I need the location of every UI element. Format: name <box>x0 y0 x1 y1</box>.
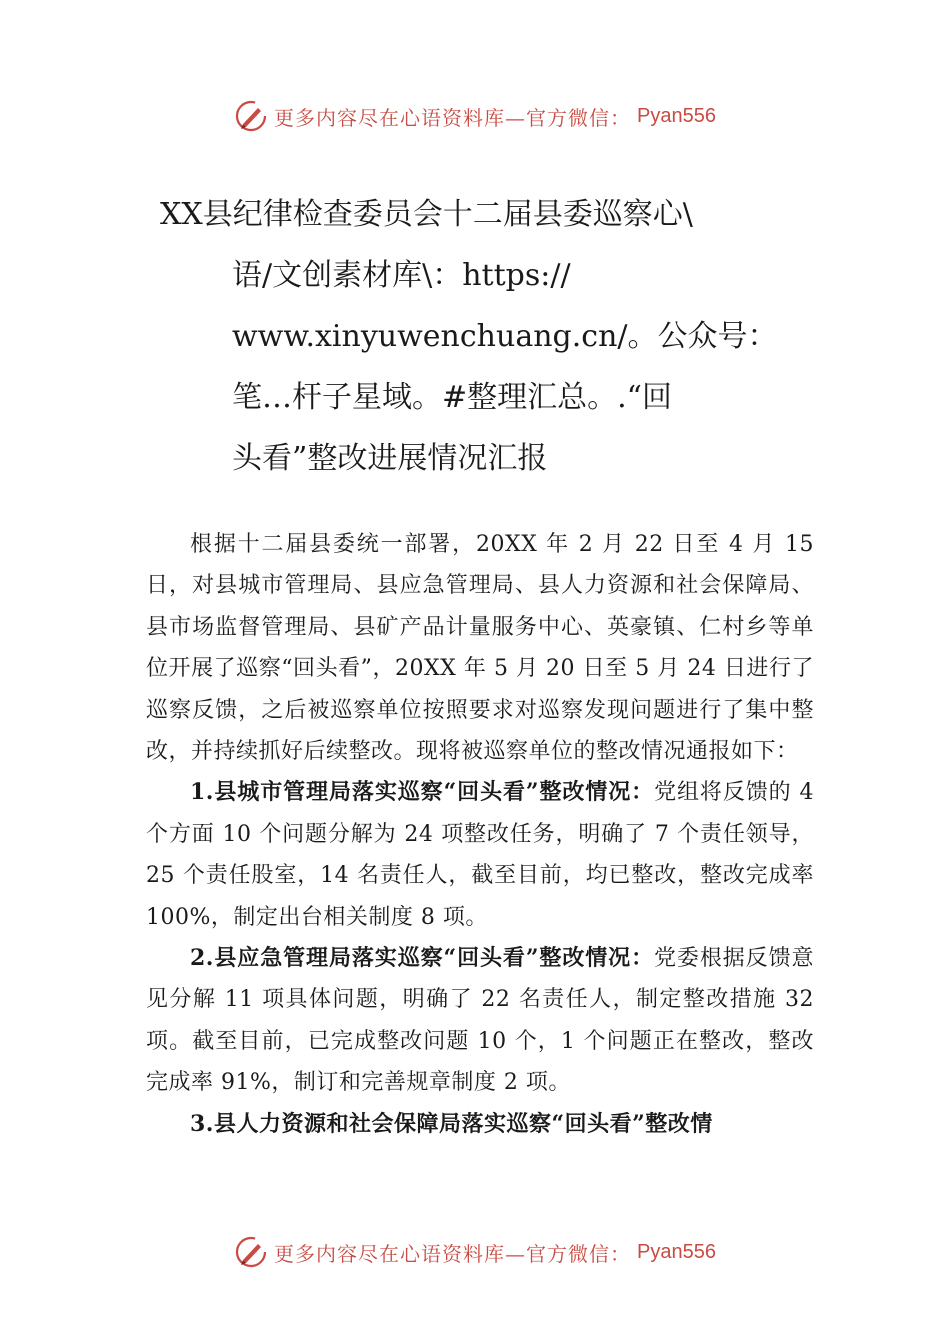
title-line-3: www.xinyuwenchuang.cn/。公众号： <box>232 319 778 354</box>
watermark-text: 更多内容尽在心语资料库—官方微信： <box>274 1241 632 1266</box>
intro-paragraph: 根据十二届县委统一部署，20XX 年 2 月 22 日至 4 月 15 日，对县城市管理局、县应急管理局、县人力资源和社会保障局、县市场监督管理局、县矿产品计量服务中心、英豪镇、仁村乡等单位开展了巡察“回头看”，20XX 年 5 月 20 日至 5 月 24 日进行了巡察反馈，之后被巡察单位按照要求对巡察发现问题进行了集中整改，并持续抓好后续整改。现将被巡察单位的整改情况通报如下： <box>146 532 814 765</box>
pen-seal-icon <box>234 99 268 133</box>
section-2-heading: 2.县应急管理局落实巡察“回头看”整改情况： <box>190 945 654 972</box>
section-3-paragraph <box>146 1104 814 1145</box>
section-1-body: 党组将反馈的 4 个方面 10 个问题分解为 24 项整改任务，明确了 7 个责任领导，25 个责任股室，14 名责任人，截至目前，均已整改，整改完成率 100%，制定出台相关制度 8 项。 <box>146 780 814 930</box>
title-line-4: 笔…杆子星域。#整理汇总。.“回 <box>232 380 673 415</box>
section-1-heading: 1.县城市管理局落实巡察“回头看”整改情况： <box>190 779 655 806</box>
section-3-heading: 3.县人力资源和社会保障局落实巡察“回头看”整改情 <box>190 1110 713 1137</box>
header-watermark <box>0 96 950 136</box>
document-body <box>146 524 814 1145</box>
watermark-wechat-id: Pyan556 <box>637 104 716 127</box>
document-title <box>160 184 800 489</box>
footer-watermark <box>0 1232 950 1272</box>
section-2-body: 党委根据反馈意见分解 11 项具体问题，明确了 22 名责任人，制定整改措施 32 项。截至目前，已完成整改问题 10 个，1 个问题正在整改，整改完成率 91%，制订和完善规章制度 2 项。 <box>146 946 814 1096</box>
pen-seal-icon <box>234 1235 268 1269</box>
title-line-1: XX县纪律检查委员会十二届县委巡察心\ <box>160 197 693 232</box>
watermark-text: 更多内容尽在心语资料库—官方微信： <box>274 105 632 130</box>
section-2-paragraph <box>146 938 814 1104</box>
watermark-wechat-id: Pyan556 <box>637 1240 716 1263</box>
section-1-paragraph <box>146 772 814 938</box>
title-line-5: 头看”整改进展情况汇报 <box>232 441 548 476</box>
title-line-2: 语/文创素材库\：https:// <box>232 258 571 293</box>
